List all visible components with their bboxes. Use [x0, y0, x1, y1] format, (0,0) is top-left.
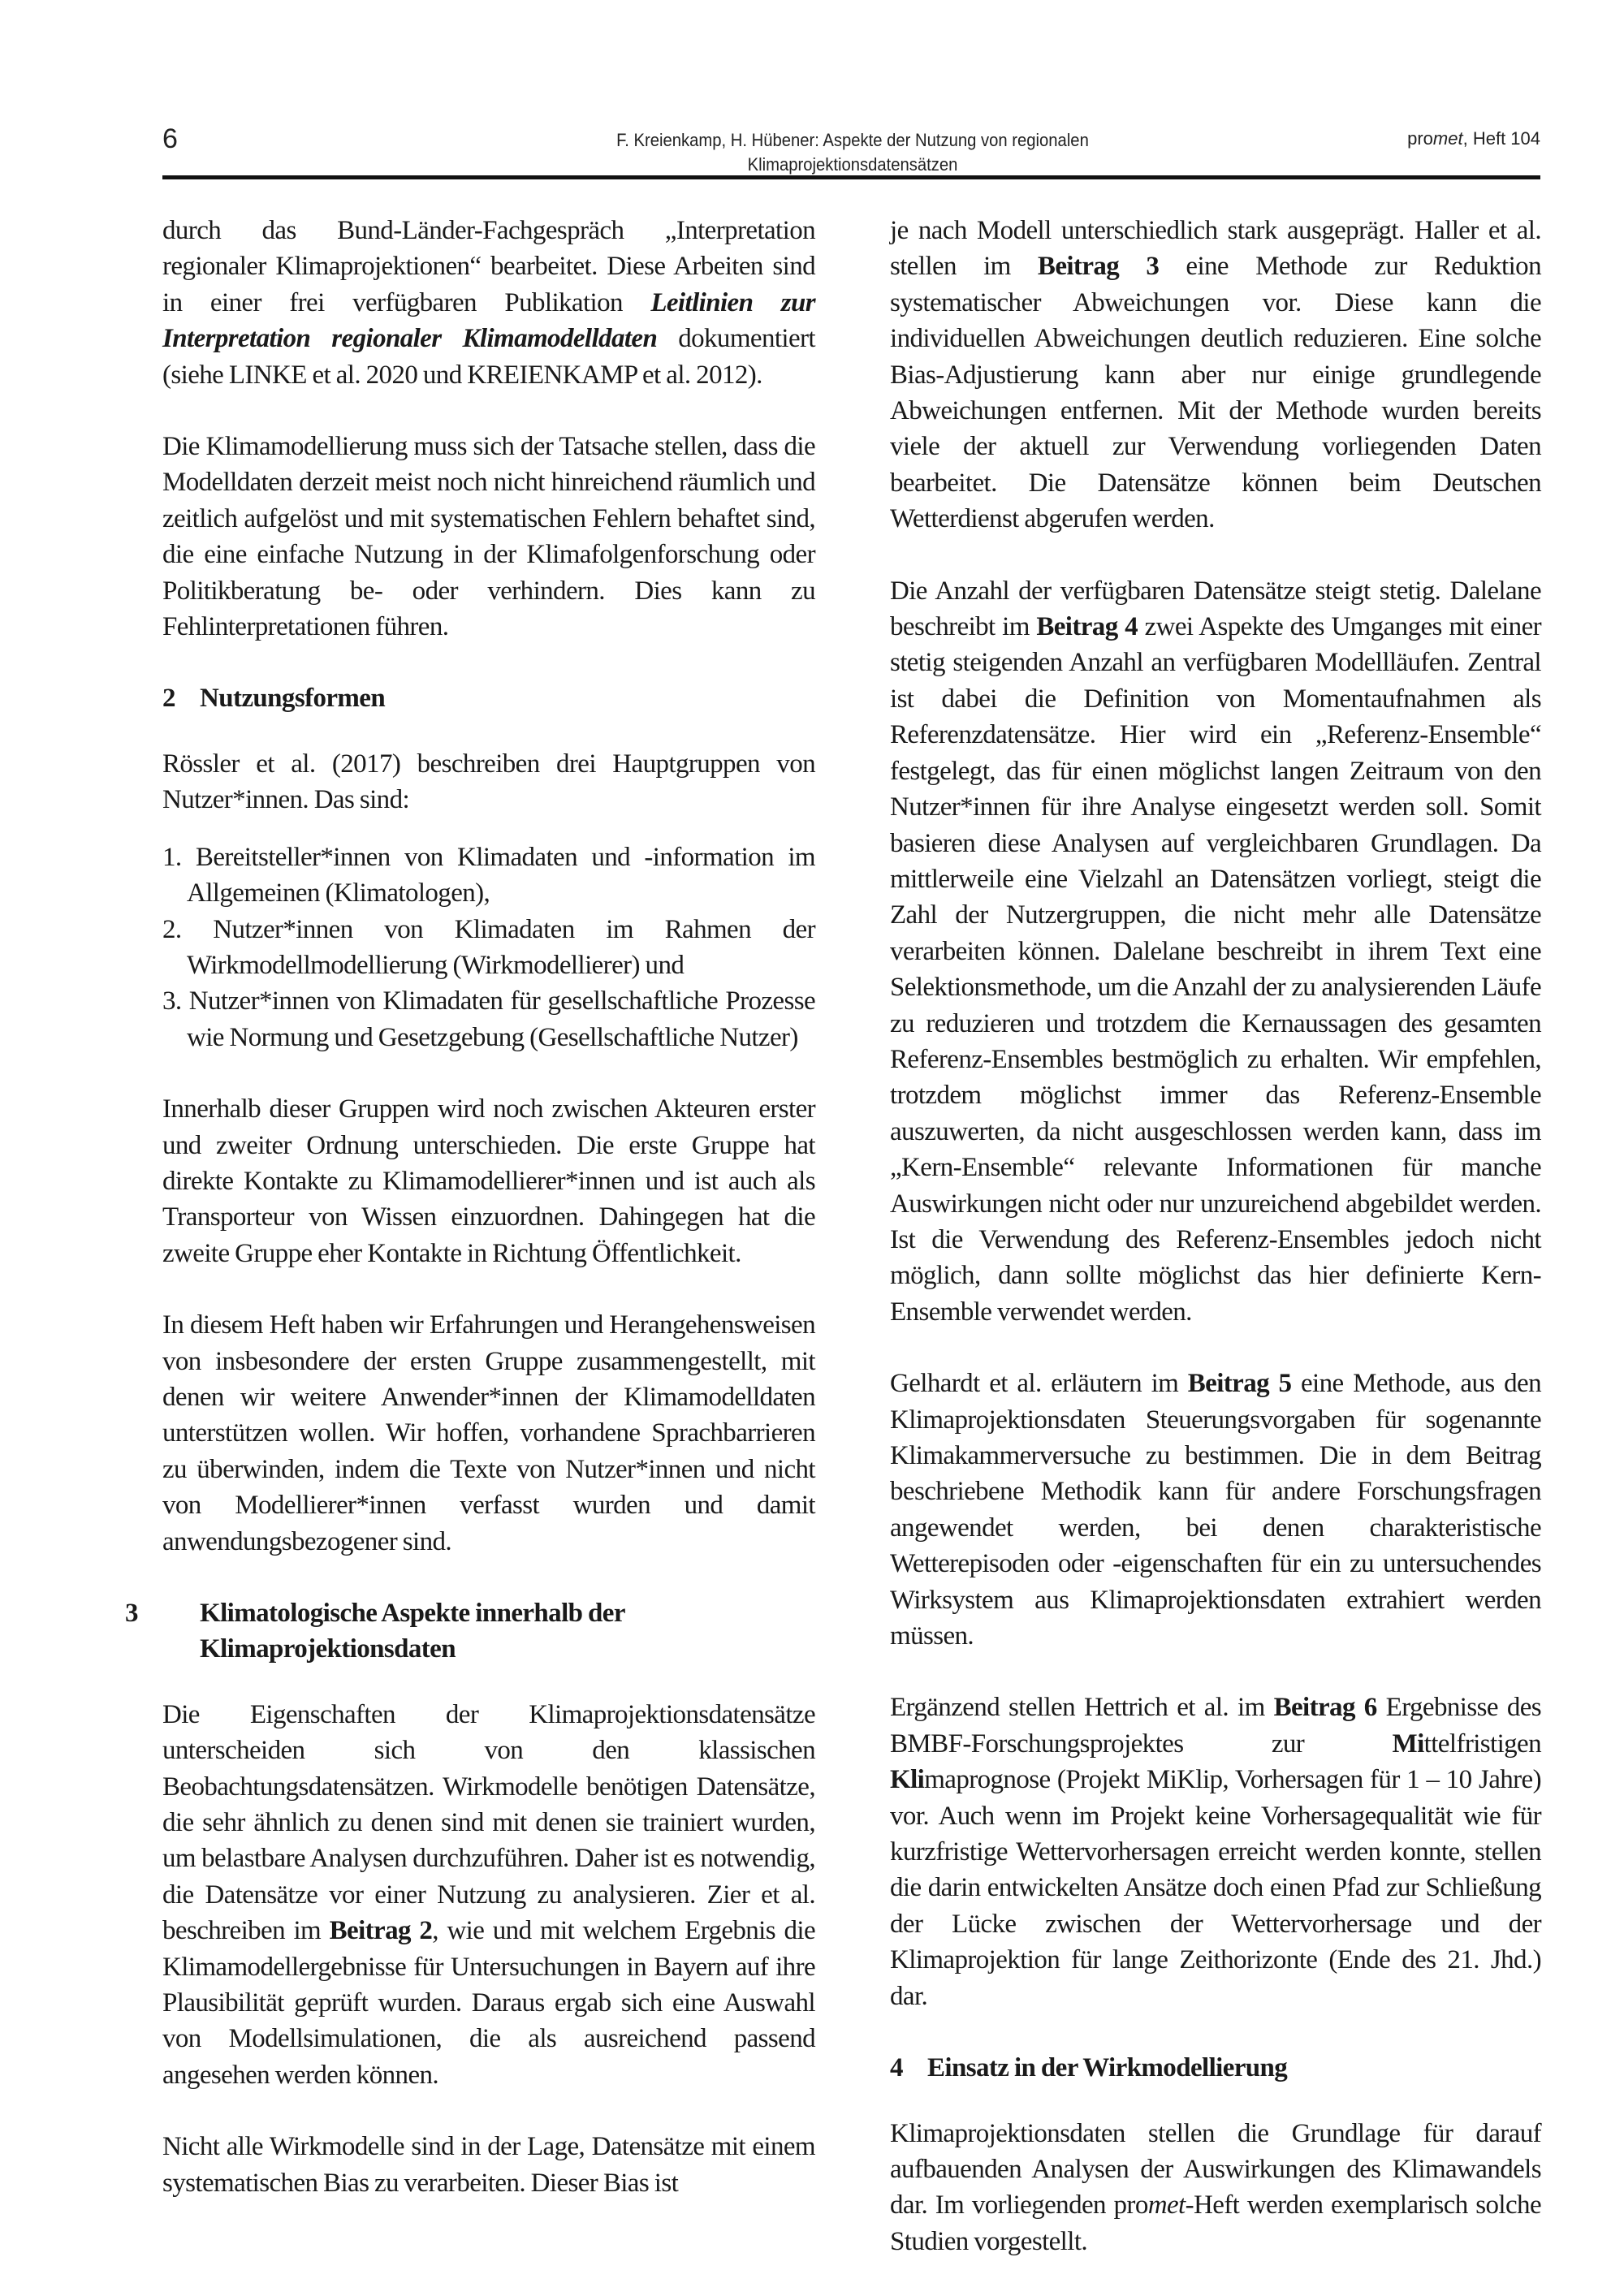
- publication-title: Leitlinien zur Interpretation regionaler Klimamodelldaten: [162, 287, 815, 354]
- page-number: 6: [162, 123, 178, 154]
- text: Ergebnisse des BMBF-Forschungsprojektes zur: [890, 1693, 1542, 1759]
- header-title-line: F. Kreienkamp, H. Hübener: Aspekte der Nutzung von regionalen: [616, 130, 1089, 150]
- paragraph: [890, 213, 1541, 537]
- list-item: 3. Nutzer*innen von Klimadaten für gesellschaftliche Prozesse wie Normung und Gesetzgebung (Gesellschaftliche Nutzer): [162, 986, 815, 1052]
- paragraph: [890, 2116, 1541, 2260]
- text: zwei Aspekte des Umganges mit einer stetig steigenden Anzahl an verfügbaren Modellläufen. Zentral ist dabei die Definition von Momentaufnahmen als Referenzdatensätze. Hier wird ein „Referenz-Ensemble“ festgelegt, das für einen möglichst langen Zeitraum von den Nutzer*innen für ihre Analyse eingesetzt werden soll. Somit basieren diese Analysen auf vergleichbaren Grundlagen. Da mittlerweile eine Vielzahl an Datensätzen vorliegt, steigt die Zahl der Nutzergruppen, die nicht mehr alle Datensätze verarbeiten können. Dalelane beschreibt in ihrem Text eine Selektionsmethode, um die Anzahl der zu analysierenden Läufe zu reduzieren und trotzdem die Kernaussagen des gesamten Referenz-Ensembles bestmöglich zu erhalten. Wir empfehlen, trotzdem möglichst immer das Referenz-Ensemble auszuwerten, da nicht ausgeschlossen werden kann, dass im „Kern-Ensemble“ relevante Informationen für manche Auswirkungen nicht oder nur unzureichend abgebildet werden. Ist die Verwendung des Referenz-Ensembles jedoch nicht möglich, dann sollte möglichst das hier definierte Kern-Ensemble verwendet werden.: [890, 612, 1542, 1327]
- text: durch das Bund-Länder-Fachgespräch „Interpretation regionaler Klimaprojektionen“ bearbeitet. Diese Arbeiten sind in einer frei verfügbaren Publikation: [162, 216, 815, 317]
- section-title: Nutzungsformen: [200, 684, 386, 714]
- acronym-emphasis: Kli: [890, 1765, 925, 1795]
- journal-name-pre: pro: [1407, 128, 1433, 149]
- text: maprognose (Projekt MiKlip, Vorhersagen für 1 – 10 Jahre) vor. Auch wenn im Projekt keine Vorhersagequalität wie für kurzfristige Wettervorhersagen erreicht werden konnte, stellen die darin entwickelten Ansätze doch einen Pfad zur Schließung der Lücke zwischen der Wettervorhersage und der Klimaprojektion für lange Zeithorizonte (Ende des 21. Jhd.) dar.: [890, 1765, 1541, 2011]
- section-number: 4: [890, 2053, 903, 2083]
- left-column: [125, 213, 816, 2237]
- paragraph: [162, 1697, 815, 2093]
- text: Die Eigenschaften der Klimaprojektionsdatensätze unterscheiden sich von den klassischen Beobachtungsdatensätzen. Wirkmodelle benötigen Datensätze, die sehr ähnlich zu denen sind mit denen sie trainiert wurden, um belastbare Analysen durchzuführen. Daher ist es notwendig, die Datensätze vor einer Nutzung zu analysieren. Zier et al. beschreiben im: [162, 1699, 815, 1946]
- text: Gelhardt et al. erläutern im: [890, 1369, 1188, 1399]
- section-title: Einsatz in der Wirkmodellierung: [927, 2053, 1288, 2083]
- section-number: 3: [125, 1599, 138, 1628]
- text: je nach Modell unterschiedlich stark ausgeprägt. Haller et al. stellen im: [890, 216, 1541, 282]
- paragraph: [890, 573, 1541, 1331]
- article-reference: Beitrag 5: [1187, 1369, 1292, 1399]
- journal-name-italic: met: [1432, 128, 1463, 149]
- paragraph: Rössler et al. (2017) beschreiben drei Hauptgruppen von Nutzer*innen. Das sind:: [162, 749, 815, 815]
- article-reference: Beitrag 2: [329, 1916, 433, 1946]
- paragraph: In diesem Heft haben wir Erfahrungen und Herangehensweisen von insbesondere der ersten Gruppe zusammengestellt, mit denen wir weitere Anwender*innen der Klimamodelldaten unterstützen wollen. Wir hoffen, vorhandene Sprachbarrieren zu überwinden, indem die Texte von Nutzer*innen und nicht von Modellierer*innen verfasst wurden und damit anwendungsbezogener sind.: [162, 1310, 815, 1556]
- paragraph: Innerhalb dieser Gruppen wird noch zwischen Akteuren erster und zweiter Ordnung unterschieden. Die erste Gruppe hat direkte Kontakte zu Klimamodellierer*innen und ist auch als Transporteur von Wissen einzuordnen. Dahingegen hat die zweite Gruppe eher Kontakte in Richtung Öffentlichkeit.: [162, 1094, 815, 1268]
- text: eine Methode zur Reduktion systematischer Abweichungen vor. Diese kann die individuellen Abweichungen deutlich reduzieren. Eine solche Bias-Adjustierung kann aber nur einige grundlegende Abweichungen entfernen. Mit der Methode wurden bereits viele der aktuell zur Verwendung vorliegenden Daten bearbeitet. Die Datensätze können beim Deutschen Wetterdienst abgerufen werden.: [890, 252, 1541, 534]
- right-column: [890, 213, 1541, 2295]
- article-reference: Beitrag 6: [1273, 1693, 1377, 1723]
- paragraph: [890, 1366, 1541, 1654]
- numbered-list: [162, 839, 815, 1055]
- article-reference: Beitrag 4: [1036, 612, 1138, 642]
- journal-issue: [1407, 128, 1540, 149]
- paragraph: Die Klimamodellierung muss sich der Tatsache stellen, dass die Modelldaten derzeit meist noch nicht hinreichend räumlich und zeitlich aufgelöst und mit systematischen Fehlern behaftet sind, die eine einfache Nutzung in der Klimafolgenforschung oder Politikberatung be- oder verhindern. Dies kann zu Fehlinterpretationen führen.: [162, 432, 815, 642]
- journal-name: pro: [1113, 2190, 1148, 2220]
- acronym-emphasis: Mi: [1392, 1728, 1424, 1759]
- text: -Heft werden exemplarisch solche Studien vorgestellt.: [890, 2190, 1541, 2256]
- list-item: 1. Bereitsteller*innen von Klimadaten und -information im Allgemeinen (Klimatologen),: [162, 842, 815, 908]
- section-heading-3: [125, 1595, 815, 1668]
- text: eine Methode, aus den Klimaprojektionsdaten Steuerungsvorgaben für sogenannte Klimakammerversuche zu bestimmen. Die in dem Beitrag beschriebene Methodik kann für andere Forschungsfragen angewendet werden, bei denen charakteristische Wetterepisoden oder -eigenschaften für ein zu untersuchendes Wirksystem aus Klimaprojektionsdaten extrahiert werden müssen.: [890, 1369, 1541, 1651]
- journal-name-italic: met: [1147, 2190, 1186, 2220]
- section-heading-2: [162, 680, 815, 716]
- header-title-line: Klimaprojektionsdatensätzen: [747, 154, 958, 175]
- text: , wie und mit welchem Ergebnis die Klimamodellergebnisse für Untersuchungen in Bayern auf ihre Plausibilität geprüft wurden. Daraus ergab sich eine Auswahl von Modellsimulationen, die als ausreichend passend angesehen werden können.: [162, 1916, 816, 2090]
- section-number: 2: [162, 684, 175, 714]
- list-item: 2. Nutzer*innen von Klimadaten im Rahmen der Wirkmodellmodellierung (Wirkmodellierer) und: [162, 914, 815, 980]
- paragraph: Nicht alle Wirkmodelle sind in der Lage, Datensätze mit einem systematischen Bias zu verarbeiten. Dieser Bias ist: [162, 2132, 815, 2198]
- text: dokumentiert (siehe LINKE et al. 2020 und KREIENKAMP et al. 2012).: [162, 324, 815, 390]
- header-rule: [162, 175, 1540, 179]
- section-heading-4: [890, 2050, 1541, 2086]
- article-reference: Beitrag 3: [1037, 252, 1160, 282]
- running-header-title: [516, 128, 1189, 177]
- paragraph: [890, 1690, 1541, 2014]
- section-title: Klimatologische Aspekte innerhalb der Klimaprojektionsdaten: [200, 1599, 625, 1664]
- text: Ergänzend stellen Hettrich et al. im: [890, 1693, 1274, 1723]
- text: Die Anzahl der verfügbaren Datensätze steigt stetig. Dalelane beschreibt im: [890, 576, 1541, 642]
- text: Klimaprojektionsdaten stellen die Grundlage für darauf aufbauenden Analysen der Auswirkungen des Klimawandels dar. Im vorliegenden: [890, 2118, 1541, 2220]
- issue-number: , Heft 104: [1462, 128, 1540, 149]
- text: ttelfristigen: [1423, 1728, 1541, 1759]
- paragraph: [162, 213, 815, 393]
